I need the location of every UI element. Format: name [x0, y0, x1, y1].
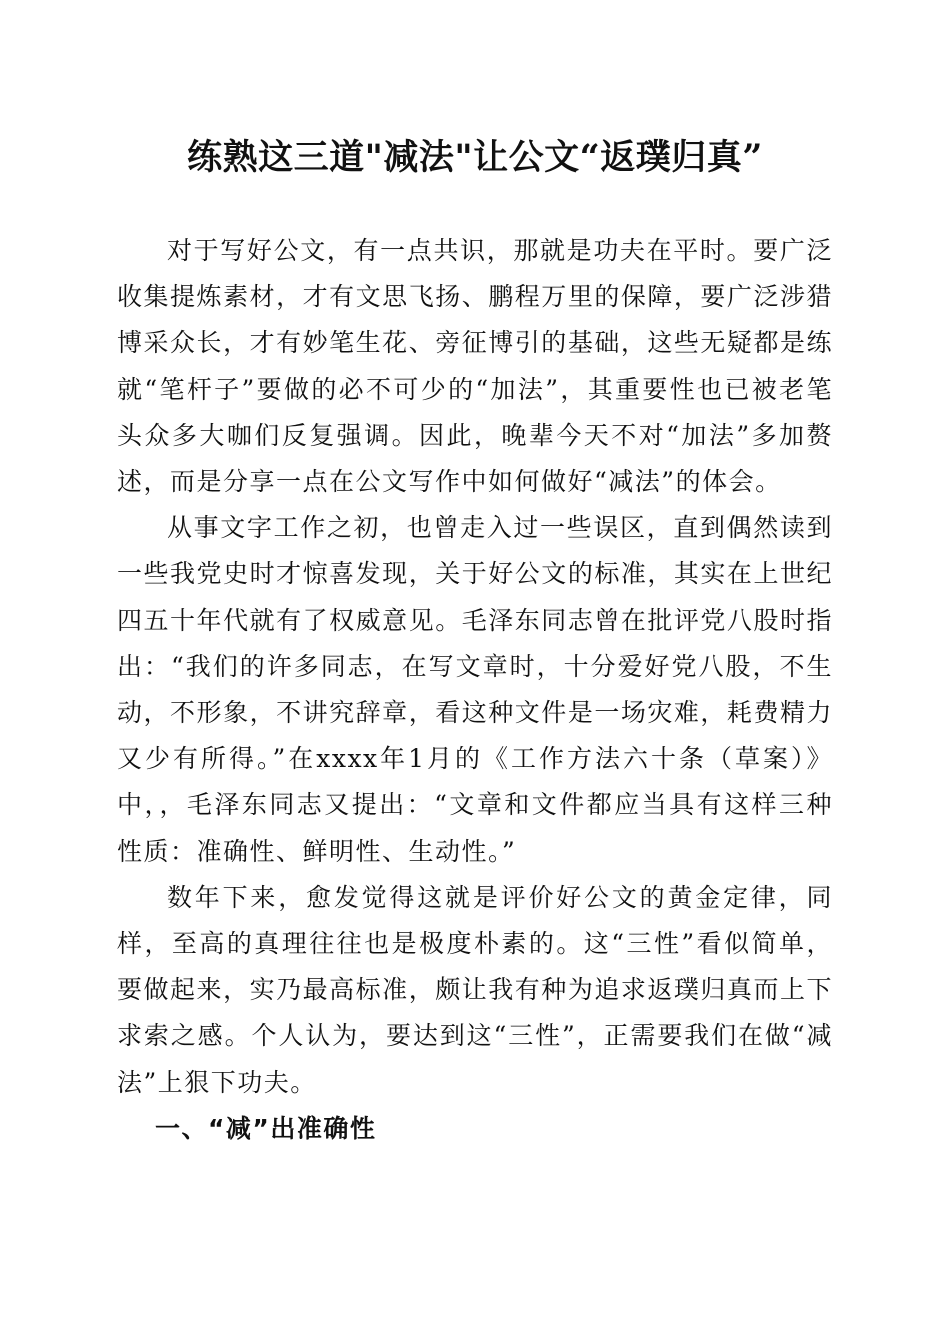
paragraph-history: 从事文字工作之初，也曾走入过一些误区，直到偶然读到一些我党史时才惊喜发现，关于好公文的标准，其实在上世纪四五十年代就有了权威意见。毛泽东同志曾在批评党八股时指出：“我们的许多同志，在写文章时，十分爱好党八股，不生动，不形象，不讲究辞章，看这种文件是一场灾难，耗费精力又少有所得。”在xxxx年1月的《工作方法六十条（草案）》中，，毛泽东同志又提出：“文章和文件都应当具有这样三种性质：准确性、鲜明性、生动性。”: [117, 513, 833, 866]
paragraph-three-qualities: 数年下来，愈发觉得这就是评价好公文的黄金定律，同样，至高的真理往往也是极度朴素的。这“三性”看似简单，要做起来，实乃最高标准，颇让我有种为追求返璞归真而上下求索之感。个人认为，要达到这“三性”，正需要我们在做“减法”上狠下功夫。: [117, 882, 833, 1097]
document-body: [117, 228, 833, 1152]
document-title: 练熟这三道"减法"让公文“返璞归真”: [187, 137, 763, 178]
paragraph-intro: 对于写好公文，有一点共识，那就是功夫在平时。要广泛收集提炼素材，才有文思飞扬、鹏程万里的保障，要广泛涉猎博采众长，才有妙笔生花、旁征博引的基础，这些无疑都是练就“笔杆子”要做的必不可少的“加法”，其重要性也已被老笔头众多大咖们反复强调。因此，晚辈今天不对“加法”多加赘述，而是分享一点在公文写作中如何做好“减法”的体会。: [117, 236, 833, 497]
section-heading: 一、“减”出准确性: [155, 1113, 377, 1143]
